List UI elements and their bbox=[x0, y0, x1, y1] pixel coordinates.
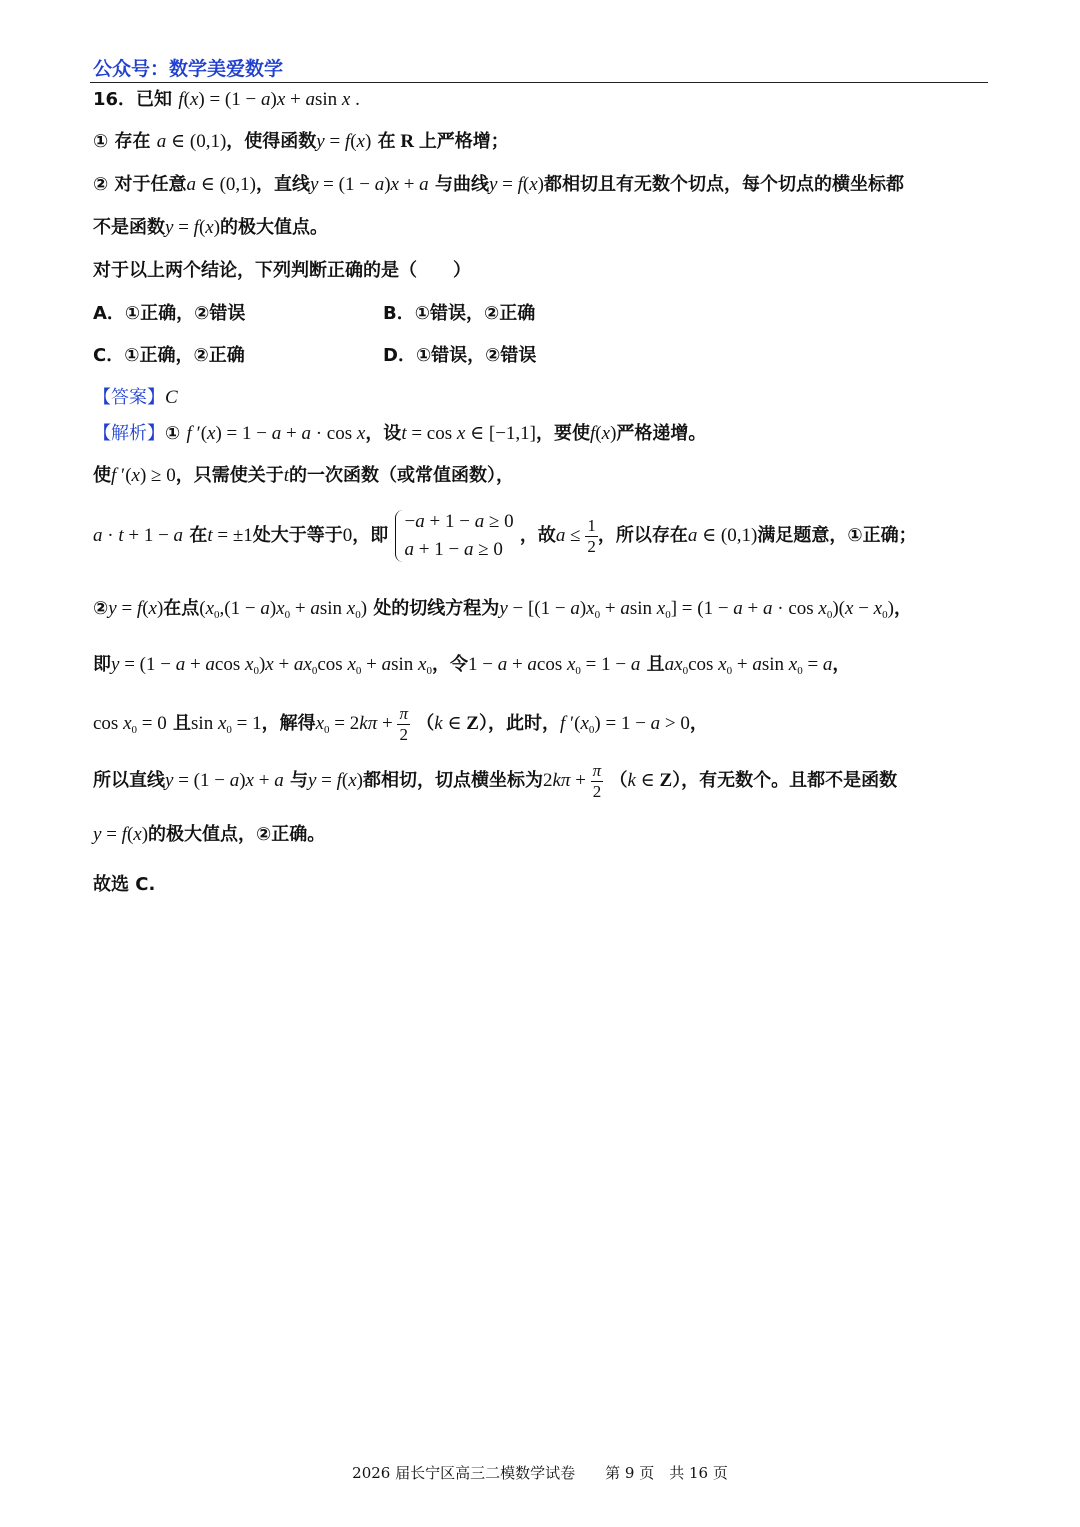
analysis-line-2: 使f ′(x) ≥ 0，只需使关于t的一次函数（或常值函数）， bbox=[93, 465, 514, 486]
statement-2-cont: 不是函数y = f(x)的极大值点。 bbox=[93, 217, 329, 238]
question-number: 16．已知 bbox=[93, 89, 173, 110]
option-b: B．①错误，②正确 bbox=[383, 303, 536, 324]
wechat-account-header: 公众号：数学美爱数学 bbox=[93, 58, 284, 80]
option-c: C．①正确，②正确 bbox=[93, 345, 245, 366]
analysis-conclusion: 故选 C. bbox=[93, 874, 156, 895]
page-footer: 2026 届长宁区高三二模数学试卷 第 9 页 共 16 页 bbox=[352, 1464, 728, 1482]
question-stem bbox=[93, 88, 360, 112]
header-divider bbox=[90, 82, 988, 83]
analysis-line-6: $\cos x_0 = 0$ 且$\sin x_0 = 1$，解得$x_0 = 2k\pi$ + $\frac{\pi}{2}$ （k ∈ Z），此时，f $'(x_0) = 1 - a > 0$， bbox=[93, 703, 708, 744]
analysis-line-8: y = f(x)的极大值点，②正确。 bbox=[93, 824, 326, 845]
answer-value: C bbox=[165, 387, 178, 408]
answer-label: 【答案】 bbox=[93, 387, 165, 408]
stem-formula: f(x) = (1 − a)x + asin x . bbox=[178, 89, 360, 110]
analysis-line-5: 即y = (1 − a + acos $x_0)x + ax_0\cos$ $x_0 + asin$ $x_0$，令1 − a + acos $x_0 = 1 - a$ 且$ax_0\cos$ $x_0 + asin$ $x_0 = a$， bbox=[93, 654, 851, 677]
question-prompt: 对于以上两个结论，下列判断正确的是（ ） bbox=[93, 260, 471, 281]
statement-2: ② 对于任意a ∈ (0,1)，直线y = (1 − a)x + a 与曲线y = f(x)都相切且有无数个切点，每个切点的横坐标都 bbox=[93, 174, 904, 195]
analysis-label: 【解析】 bbox=[93, 423, 165, 444]
statement-1: ① 存在 a ∈ (0,1)，使得函数y = f(x) 在 R 上严格增； bbox=[93, 131, 509, 152]
inequality-system: −a + 1 − a ≥ 0 a + 1 − a ≥ 0 bbox=[395, 508, 514, 564]
option-d: D．①错误，②错误 bbox=[383, 345, 537, 366]
analysis-line-7: 所以直线y = (1 − a)x + a 与y = f(x)都相切，切点横坐标为2kπ + $\frac{\pi}{2}$ （k ∈ Z），有无数个。且都不是函数 bbox=[93, 760, 898, 801]
analysis-line-3: a · t + 1 − a 在t = ±1处大于等于0，即 −a + 1 − a ≥ 0 a + 1 − a ≥ 0 ，故a ≤ $\frac{1}{2}$ ，所以存在a ∈ (0,1)满足题意，①正确； bbox=[93, 506, 917, 566]
analysis-line-1: 【解析】① f ′(x) = 1 − a + a · cos x，设t = cos x ∈ [−1,1]，要使f(x)严格递增。 bbox=[93, 423, 707, 444]
analysis-line-4: ②y = f(x)在点($x_0,(1 - a)x_0 + asin$ $x_0$) 处的切线方程为$y - [(1 - a)x_0 + asin$ $x_0] = (1 - a + a \cdot \cos x_0)(x - x_0)$， bbox=[93, 598, 912, 621]
answer-line bbox=[93, 386, 178, 410]
option-a: A．①正确，②错误 bbox=[93, 303, 246, 324]
